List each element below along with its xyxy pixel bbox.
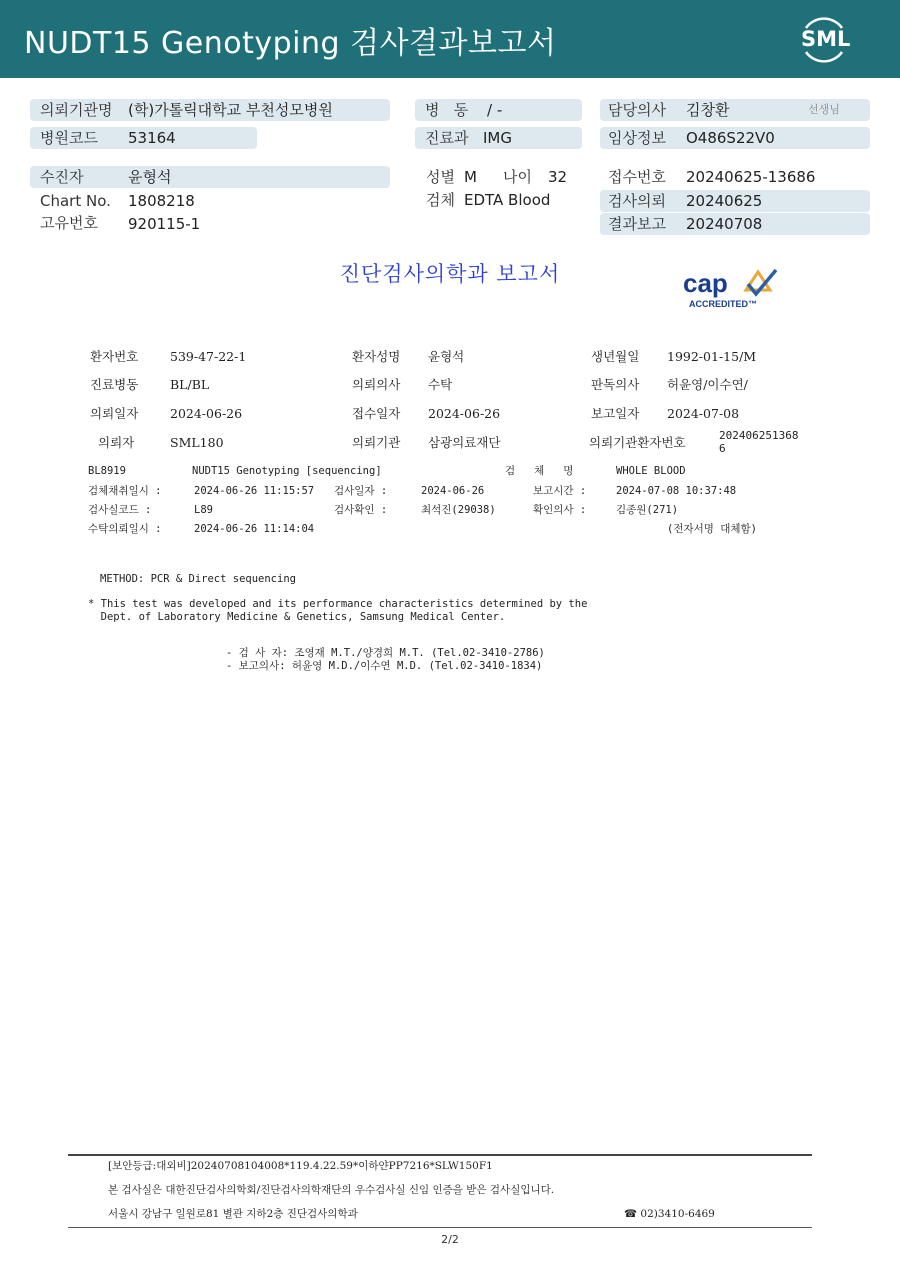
address-line: 서울시 강남구 일원로81 별관 지하2층 진단검사의학과 [108, 1208, 358, 1220]
uid-label: 고유번호 [40, 214, 98, 232]
lab-code-value: L89 [194, 504, 213, 516]
test-code: BL8919 [88, 465, 126, 477]
patient-name-label: 환자성명 [352, 349, 401, 364]
receipt-label: 접수번호 [608, 168, 666, 186]
confirm-value: 최석진(29038) [421, 504, 496, 516]
outsource-value: 2024-06-26 11:14:04 [194, 523, 315, 535]
result-box [600, 213, 870, 235]
ward-grid-value: BL/BL [170, 377, 210, 392]
dob-label: 생년월일 [591, 349, 640, 364]
sex-value: M [464, 168, 477, 186]
org-pt-no-1: 202406251368 [719, 429, 799, 442]
esign-note: (전자서명 대체함) [667, 523, 757, 535]
collect-value: 2024-06-26 11:15:57 [194, 485, 315, 497]
dept-box [415, 127, 582, 149]
test-name: NUDT15 Genotyping [sequencing] [192, 465, 382, 477]
report-time-label: 보고시간 : [533, 485, 587, 497]
doctor-suffix: 선생님 [808, 103, 840, 116]
result-value: 20240708 [686, 215, 763, 233]
ward-value: / - [487, 101, 503, 119]
patient-box [30, 166, 390, 188]
specimen-label: 검체 [426, 191, 455, 209]
doctor-value: 김창환 [686, 101, 730, 119]
org-value: (학)가톨릭대학교 부천성모병원 [128, 101, 333, 119]
sml-logo [798, 14, 850, 66]
spec-label: 검 체 명 [505, 465, 574, 477]
patient-name: 윤형석 [428, 349, 465, 364]
patient-value: 윤형석 [128, 168, 172, 186]
cap-accredited-text: ACCREDITED™ [689, 299, 758, 309]
uid-value: 920115-1 [128, 215, 201, 233]
req-doc-label: 의뢰의사 [352, 377, 401, 392]
sex-label: 성별 [426, 168, 455, 186]
req-org: 삼광의료재단 [428, 435, 501, 450]
chart-label: Chart No. [40, 192, 111, 210]
clinical-box [600, 127, 870, 149]
ward-box [415, 99, 582, 121]
hosp-code-box [30, 127, 257, 149]
dept-label: 진료과 [425, 129, 469, 147]
recv-date-label: 접수일자 [352, 406, 401, 421]
report-date: 2024-07-08 [667, 406, 740, 421]
chart-value: 1808218 [128, 192, 195, 210]
dept-value: IMG [483, 129, 512, 147]
report-date-label: 보고일자 [591, 406, 640, 421]
lab-code-label: 검사실코드 : [88, 504, 152, 516]
note-line-1: * This test was developed and its performance characteristics determined by the [88, 598, 588, 610]
receipt-value: 20240625-13686 [686, 168, 816, 186]
page-title: NUDT15 Genotyping 검사결과보고서 [24, 26, 557, 61]
page-number: 2/2 [441, 1233, 459, 1246]
spec-value: WHOLE BLOOD [616, 465, 686, 477]
cap-checkmark-icon [738, 266, 778, 300]
org-label: 의뢰기관명 [40, 101, 113, 119]
age-label: 나이 [503, 168, 532, 186]
collect-label: 검체채취일시 : [88, 485, 162, 497]
req-box [600, 190, 870, 212]
recv-date: 2024-06-26 [428, 406, 501, 421]
phone-line: ☎ 02)3410-6469 [624, 1208, 715, 1220]
test-date-label: 검사일자 : [334, 485, 388, 497]
confirm-doc-label: 확인의사 : [533, 504, 587, 516]
requester: SML180 [170, 435, 224, 450]
ward-label: 병 동 [425, 101, 469, 119]
req-doc: 수탁 [428, 377, 453, 392]
reader: 허윤영/이수연/ [667, 377, 748, 392]
confirm-label: 검사확인 : [334, 504, 388, 516]
reader-label: 판독의사 [591, 377, 640, 392]
patient-label: 수진자 [40, 168, 84, 186]
clinical-value: O486S22V0 [686, 129, 775, 147]
requester-label: 의뢰자 [98, 435, 135, 450]
age-value: 32 [548, 168, 568, 186]
staff-line-1: - 검 사 자: 조영재 M.T./양경희 M.T. (Tel.02-3410-2786) [226, 647, 545, 659]
org-box [30, 99, 390, 121]
req-value: 20240625 [686, 192, 763, 210]
cap-logo-text: cap [683, 268, 728, 298]
req-date-label: 의뢰일자 [90, 406, 139, 421]
org-pt-no-2: 6 [719, 442, 726, 455]
result-label: 결과보고 [608, 215, 666, 233]
sml-logo-text: SML [801, 27, 851, 51]
org-pt-no-label: 의뢰기관환자번호 [589, 435, 686, 450]
specimen-value: EDTA Blood [464, 191, 551, 209]
footer-rule-top [68, 1154, 812, 1156]
cap-accredited-logo [680, 266, 790, 316]
req-label: 검사의뢰 [608, 192, 666, 210]
outsource-label: 수탁의뢰일시 : [88, 523, 162, 535]
cert-line: 본 검사실은 대한진단검사의학회/진단검사의학재단의 우수검사실 신임 인증을 받은 검사실입니다. [108, 1184, 555, 1196]
header-bar [0, 0, 900, 78]
req-date: 2024-06-26 [170, 406, 243, 421]
dob: 1992-01-15/M [667, 349, 757, 364]
hosp-code-value: 53164 [128, 129, 176, 147]
report-time-value: 2024-07-08 10:37:48 [616, 485, 737, 497]
report-title: 진단검사의학과 보고서 [339, 262, 561, 286]
patient-no: 539-47-22-1 [170, 349, 247, 364]
clinical-label: 임상정보 [608, 129, 666, 147]
method-text: METHOD: PCR & Direct sequencing [100, 573, 296, 585]
staff-line-2: - 보고의사: 허윤영 M.D./이수연 M.D. (Tel.02-3410-1834) [226, 660, 543, 672]
footer-rule-bottom [68, 1227, 812, 1228]
req-org-label: 의뢰기관 [352, 435, 401, 450]
test-date-value: 2024-06-26 [421, 485, 485, 497]
note-line-2: Dept. of Laboratory Medicine & Genetics, Samsung Medical Center. [88, 611, 506, 623]
patient-no-label: 환자번호 [90, 349, 139, 364]
hosp-code-label: 병원코드 [40, 129, 98, 147]
doctor-label: 담당의사 [608, 101, 666, 119]
confirm-doc-value: 김종원(271) [616, 504, 679, 516]
doctor-box [600, 99, 870, 121]
ward-grid-label: 진료병동 [90, 377, 139, 392]
security-line: [보안등급:대외비]20240708104008*119.4.22.59*이하얀PP7216*SLW150F1 [108, 1160, 493, 1172]
